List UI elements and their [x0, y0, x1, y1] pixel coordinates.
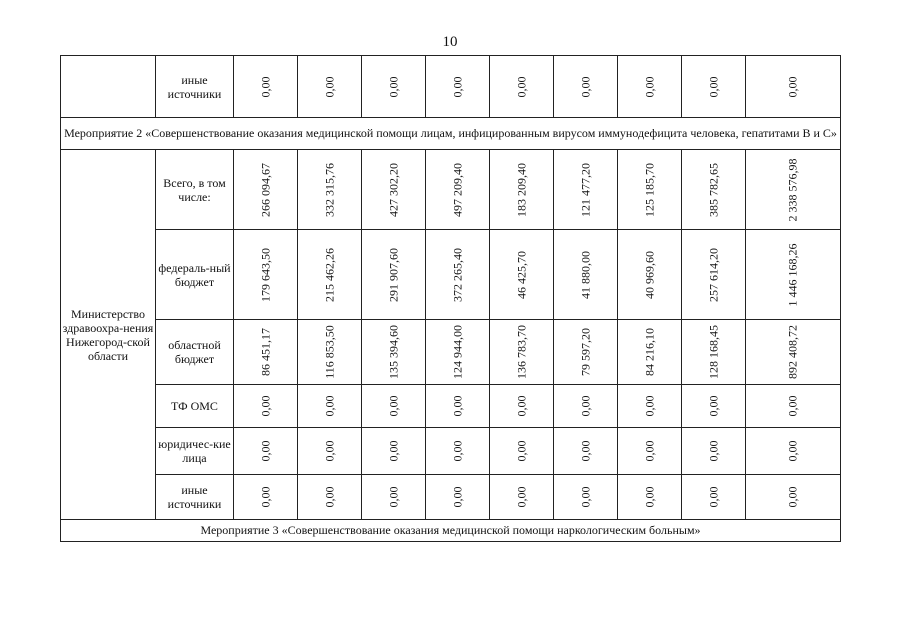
value-cell: [362, 320, 426, 385]
cell-value: 46 425,70: [514, 250, 528, 299]
cell-value: 0,00: [386, 440, 400, 462]
value-cell: [234, 230, 298, 320]
value-cell: [426, 385, 490, 428]
cell-value: 0,00: [386, 76, 400, 97]
cell-value: 0,00: [322, 440, 336, 462]
cell-value: 257 614,20: [706, 247, 720, 302]
value-cell: [746, 320, 841, 385]
value-cell: [298, 385, 362, 428]
value-cell: [682, 320, 746, 385]
cell-value: 2 338 576,98: [785, 158, 800, 221]
cell-value: 0,00: [706, 440, 720, 462]
cell-value: 79 597,20: [578, 328, 592, 376]
cell-value: 0,00: [785, 76, 800, 97]
table-body: [61, 56, 841, 542]
row-label: иные источники: [156, 56, 234, 118]
cell-value: 124 944,00: [450, 325, 464, 379]
value-cell: [426, 230, 490, 320]
row-label: ТФ ОМС: [156, 385, 234, 428]
value-cell: [426, 320, 490, 385]
value-cell: [746, 150, 841, 230]
cell-value: 0,00: [386, 395, 400, 417]
value-cell: [682, 428, 746, 475]
value-cell: [490, 385, 554, 428]
cell-value: 116 853,50: [322, 325, 336, 379]
table-row: [61, 385, 841, 428]
value-cell: [618, 475, 682, 520]
value-cell: [746, 230, 841, 320]
cell-value: 892 408,72: [785, 325, 800, 379]
value-cell: [554, 385, 618, 428]
cell-value: 0,00: [706, 486, 720, 508]
table-row: [61, 230, 841, 320]
cell-value: 0,00: [450, 395, 464, 417]
cell-value: 183 209,40: [514, 162, 528, 217]
table-row: [61, 428, 841, 475]
row-label: юридичес-кие лица: [156, 428, 234, 475]
value-cell: [682, 150, 746, 230]
value-cell: [746, 385, 841, 428]
value-cell: [490, 475, 554, 520]
section-2-title: Мероприятие 2 «Совершенствование оказания медицинской помощи лицам, инфицированным вирусом иммунодефицита человека, гепатитами B и C»: [61, 118, 841, 150]
cell-value: 0,00: [386, 486, 400, 508]
cell-value: 121 477,20: [578, 162, 592, 217]
cell-value: 136 783,70: [514, 325, 528, 379]
cell-value: 266 094,67: [258, 162, 272, 217]
value-cell: [746, 56, 841, 118]
cell-value: 0,00: [258, 395, 272, 417]
cell-value: 84 216,10: [642, 328, 656, 376]
cell-value: 215 462,26: [322, 247, 336, 302]
table-row: [61, 56, 841, 118]
section-row: [61, 520, 841, 542]
cell-value: 0,00: [450, 440, 464, 462]
cell-value: 372 265,40: [450, 247, 464, 302]
value-cell: [618, 385, 682, 428]
page-number: 10: [442, 34, 458, 50]
row-label: Всего, в том числе:: [156, 150, 234, 230]
value-cell: [618, 428, 682, 475]
value-cell: [234, 428, 298, 475]
cell-value: 497 209,40: [450, 162, 464, 217]
value-cell: [618, 230, 682, 320]
cell-value: 0,00: [514, 440, 528, 462]
value-cell: [490, 150, 554, 230]
cell-value: 0,00: [258, 440, 272, 462]
cell-value: 86 451,17: [258, 328, 272, 376]
value-cell: [362, 385, 426, 428]
value-cell: [426, 475, 490, 520]
value-cell: [554, 230, 618, 320]
value-cell: [490, 230, 554, 320]
value-cell: [426, 56, 490, 118]
row-label: областной бюджет: [156, 320, 234, 385]
value-cell: [298, 56, 362, 118]
cell-value: 0,00: [450, 486, 464, 508]
cell-value: 0,00: [258, 76, 272, 97]
cell-value: 1 446 168,26: [785, 243, 800, 306]
cell-value: 291 907,60: [386, 247, 400, 302]
value-cell: [426, 150, 490, 230]
value-cell: [298, 428, 362, 475]
cell-value: 0,00: [578, 76, 592, 97]
value-cell: [362, 56, 426, 118]
value-cell: [362, 150, 426, 230]
org-name: Министерство здравоохра-нения Нижегород-ской области: [61, 150, 156, 520]
value-cell: [554, 56, 618, 118]
cell-value: 427 302,20: [386, 162, 400, 217]
section-row: [61, 118, 841, 150]
value-cell: [682, 475, 746, 520]
cell-value: 0,00: [578, 440, 592, 462]
value-cell: [234, 475, 298, 520]
value-cell: [362, 475, 426, 520]
value-cell: [490, 320, 554, 385]
value-cell: [298, 475, 362, 520]
cell-value: 0,00: [578, 395, 592, 417]
value-cell: [554, 475, 618, 520]
value-cell: [298, 230, 362, 320]
cell-value: 0,00: [706, 76, 720, 97]
cell-value: 0,00: [578, 486, 592, 508]
value-cell: [362, 230, 426, 320]
value-cell: [426, 428, 490, 475]
cell-value: 0,00: [642, 395, 656, 417]
value-cell: [234, 385, 298, 428]
value-cell: [618, 56, 682, 118]
cell-value: 0,00: [514, 395, 528, 417]
value-cell: [554, 320, 618, 385]
value-cell: [298, 150, 362, 230]
cell-value: 41 880,00: [578, 250, 592, 299]
cell-value: 0,00: [322, 486, 336, 508]
value-cell: [362, 428, 426, 475]
value-cell: [234, 320, 298, 385]
value-cell: [682, 230, 746, 320]
cell-value: 0,00: [785, 395, 800, 417]
org-cell-empty: [61, 56, 156, 118]
value-cell: [618, 150, 682, 230]
cell-value: 332 315,76: [322, 162, 336, 217]
cell-value: 179 643,50: [258, 247, 272, 302]
value-cell: [554, 150, 618, 230]
cell-value: 0,00: [706, 395, 720, 417]
cell-value: 0,00: [450, 76, 464, 97]
budget-table: [60, 55, 841, 542]
value-cell: [682, 385, 746, 428]
value-cell: [746, 475, 841, 520]
row-label: федераль-ный бюджет: [156, 230, 234, 320]
value-cell: [746, 428, 841, 475]
value-cell: [682, 56, 746, 118]
cell-value: 0,00: [642, 486, 656, 508]
row-label: иные источники: [156, 475, 234, 520]
table-row: [61, 320, 841, 385]
value-cell: [234, 56, 298, 118]
cell-value: 0,00: [785, 486, 800, 508]
cell-value: 0,00: [322, 395, 336, 417]
cell-value: 0,00: [514, 76, 528, 97]
value-cell: [234, 150, 298, 230]
cell-value: 40 969,60: [642, 250, 656, 299]
cell-value: 0,00: [514, 486, 528, 508]
cell-value: 0,00: [642, 76, 656, 97]
cell-value: 0,00: [785, 440, 800, 462]
table-row: [61, 150, 841, 230]
value-cell: [554, 428, 618, 475]
section-3-title: Мероприятие 3 «Совершенствование оказания медицинской помощи наркологическим больным»: [61, 520, 841, 542]
cell-value: 0,00: [642, 440, 656, 462]
value-cell: [490, 56, 554, 118]
cell-value: 0,00: [258, 486, 272, 508]
cell-value: 135 394,60: [386, 325, 400, 379]
table-row: [61, 475, 841, 520]
cell-value: 125 185,70: [642, 162, 656, 217]
cell-value: 0,00: [322, 76, 336, 97]
value-cell: [490, 428, 554, 475]
value-cell: [298, 320, 362, 385]
cell-value: 385 782,65: [706, 162, 720, 217]
cell-value: 128 168,45: [706, 325, 720, 379]
value-cell: [618, 320, 682, 385]
